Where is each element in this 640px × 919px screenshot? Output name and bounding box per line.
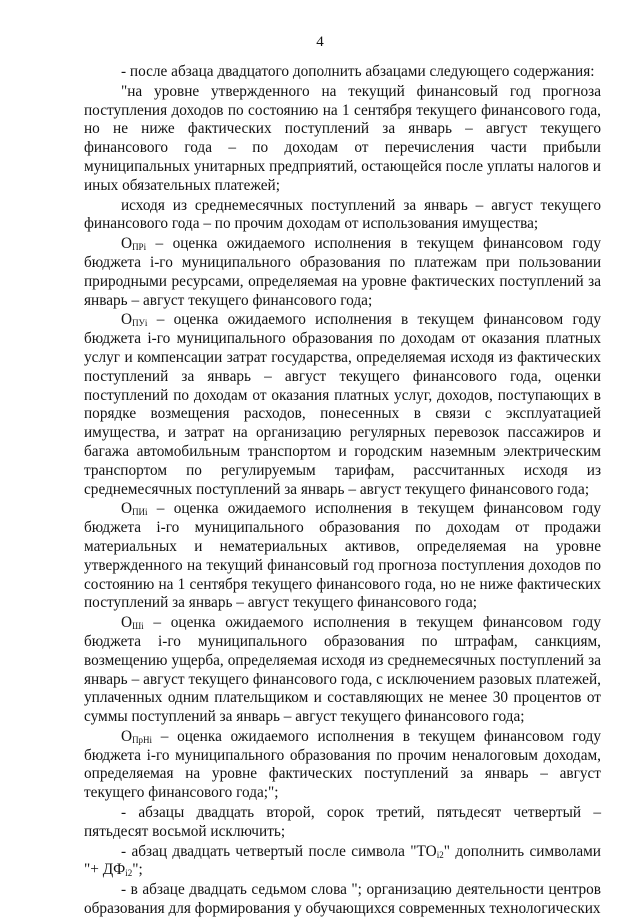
paragraph-1 (84, 63, 601, 82)
text-run: – оценка ожидаемого исполнения в текущем финансовом году бюджета i-го муниципального образования по прочим неналоговым доходам, определяемая на уровне фактических поступлений за январь – август текущего финансового года;"; (84, 727, 601, 802)
document-body (84, 63, 601, 919)
subscript: ПРi (132, 242, 147, 253)
text-run: - в абзаце двадцать седьмом слова "; организацию деятельности центров образования для формирования у обучающихся современных технологических (84, 881, 601, 918)
paragraph-6 (84, 500, 601, 613)
paragraph-9 (84, 804, 601, 842)
text-run: исходя из среднемесячных поступлений за январь – август текущего финансового года – по прочим доходам от использования имущества; (84, 196, 601, 233)
paragraph-7 (84, 614, 601, 727)
text-run: "; (132, 861, 143, 879)
text-run: - после абзаца двадцатого дополнить абзацами следующего содержания: (121, 63, 595, 80)
text-run: - абзац двадцать четвертый после символа "ТО (121, 842, 437, 860)
page-number: 4 (316, 34, 324, 50)
paragraph-8 (84, 728, 601, 803)
text-run: О (121, 235, 133, 253)
text-run: - абзацы двадцать второй, сорок третий, пятьдесят четвертый – пятьдесят восьмой исключить; (84, 804, 601, 840)
paragraph-4 (84, 235, 601, 310)
paragraph-10 (84, 843, 601, 881)
text-run: О (121, 727, 133, 745)
text-run: О (121, 500, 133, 518)
text-run: – оценка ожидаемого исполнения в текущем финансовом году бюджета i-го муниципального образования по платежам при пользовании природными ресурсами, определяемая на уровне фактических поступлений за январь – август текущего финансового года; (84, 235, 601, 309)
text-run: "на уровне утвержденного на текущий финансовый год прогноза поступления доходов по состоянию на 1 сентября текущего финансового года, но не ниже фактических поступлений за январь – август текущего финансового года – по доходам от перечисления части прибыли муниципальных унитарных предприятий, остающейся после уплаты налогов и иных обязательных платежей; (84, 82, 601, 194)
text-run: " дополнить символами "+ ДФ (84, 842, 601, 879)
paragraph-2 (84, 83, 601, 196)
subscript: ПИi (132, 507, 148, 518)
subscript: ПрНi (132, 734, 153, 745)
subscript: Шi (132, 621, 144, 632)
paragraph-11 (84, 881, 601, 919)
paragraph-5 (84, 311, 601, 499)
subscript: i2 (436, 849, 444, 860)
text-run: – оценка ожидаемого исполнения в текущем финансовом году бюджета i-го муниципального образования по доходам от оказания платных услуг и компенсации затрат государства, определяемая исходя из фактических поступлений за январь – август текущего финансового года, оценки поступлений по доходам от оказания платных услуг, доходов, поступающих в порядке возмещения расходов, понесенных в связи с эксплуатацией имущества, и затрат на организацию регулярных перевозок пассажиров и багажа автомобильным транспортом и городским наземным электрическим транспортом по регулируемым тарифам, рассчитанных исходя из среднемесячных поступлений за январь – август текущего финансового года; (84, 311, 601, 498)
paragraph-3 (84, 197, 601, 235)
text-run: – оценка ожидаемого исполнения в текущем финансовом году бюджета i-го муниципального образования по доходам от продажи материальных и нематериальных активов, определяемая на уровне утвержденного на текущий финансовый год прогноза поступления доходов по состоянию на 1 сентября текущего финансового года, но не ниже фактических поступлений за январь – август текущего финансового года; (84, 500, 601, 612)
subscript: ПУi (132, 318, 148, 329)
text-run: О (121, 614, 133, 632)
text-run: – оценка ожидаемого исполнения в текущем финансовом году бюджета i-го муниципального образования по штрафам, санкциям, возмещению ущерба, определяемая исходя из среднемесячных поступлений за январь – август текущего финансового года, с исключением разовых платежей, уплаченных одним плательщиком и составляющих не менее 30 процентов от суммы поступлений за январь – август текущего финансового года; (84, 614, 601, 726)
subscript: i2 (125, 868, 133, 879)
text-run: О (121, 311, 133, 329)
